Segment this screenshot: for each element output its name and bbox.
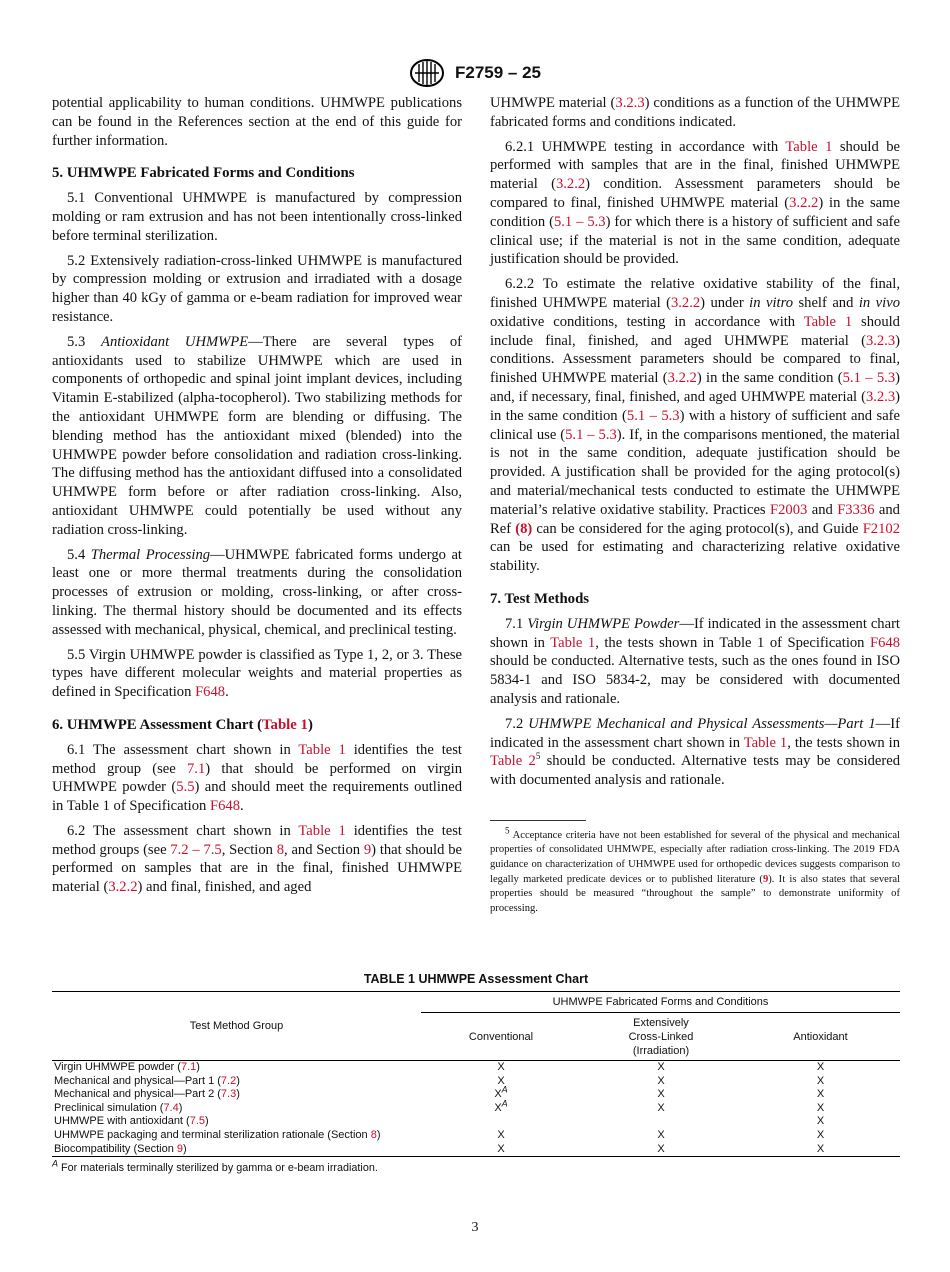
header-fabricated-forms: UHMWPE Fabricated Forms and Conditions xyxy=(421,992,900,1013)
table-row xyxy=(52,1129,900,1143)
cell-antioxidant: X xyxy=(816,1142,825,1155)
table-row xyxy=(52,1115,900,1129)
paragraph-6-2-1: 6.2.1 UHMWPE testing in accordance with Table 1 should be performed with samples that are in the final, finished UHMWPE material (3.2.2) condition. Assessment parameters should be compared to final, finished UHMWPE material (3.2.2) in the same condition (5.1 – 5.3) for which there is a history of sufficient and safe clinical use; if the material is not in the same condition, adequate justification should be provided. xyxy=(490,138,901,268)
link-3-2-2[interactable]: 3.2.2 xyxy=(789,194,819,211)
right-column xyxy=(490,94,900,922)
link-3-2-2[interactable]: 3.2.2 xyxy=(667,370,697,387)
link-table-1[interactable]: Table 1 xyxy=(298,741,346,758)
cell-cross-linked: X xyxy=(657,1101,665,1114)
cell-cross-linked: X xyxy=(657,1142,665,1155)
link-f648[interactable]: F648 xyxy=(209,798,240,815)
row-label: Preclinical simulation (7.4) xyxy=(54,1101,183,1114)
paragraph-5-5: 5.5 Virgin UHMWPE powder is classified as Type 1, 2, or 3. These types have different molecular weights and material properties as defined in Specification F648. xyxy=(52,646,462,701)
page-number: 3 xyxy=(471,1220,479,1235)
link-f2102[interactable]: F2102 xyxy=(862,520,900,537)
table-row xyxy=(52,1075,900,1089)
cell-antioxidant: X xyxy=(816,1128,825,1141)
left-column xyxy=(52,94,462,903)
row-section-link[interactable]: 9 xyxy=(176,1142,184,1155)
row-label: UHMWPE with antioxidant (7.5) xyxy=(54,1115,209,1128)
cell-antioxidant: X xyxy=(816,1088,825,1101)
cell-antioxidant: X xyxy=(816,1115,825,1128)
row-label: Mechanical and physical—Part 1 (7.2) xyxy=(54,1074,240,1087)
cell-antioxidant: X xyxy=(816,1101,825,1114)
link-f648[interactable]: F648 xyxy=(195,684,226,701)
row-label: Virgin UHMWPE powder (7.1) xyxy=(54,1061,200,1073)
row-section-link[interactable]: 7.1 xyxy=(180,1061,197,1073)
link-3-2-2[interactable]: 3.2.2 xyxy=(670,294,701,311)
document-code: F2759 – 25 xyxy=(454,63,541,82)
paragraph-6-2: 6.2 The assessment chart shown in Table 1 identifies the test method groups (see 7.2 – 7.5, Section 8, and Section 9) that should be performed on samples that are in the final, finished UHMWPE material (3.2.2) and final, finished, and aged xyxy=(52,822,462,896)
cell-cross-linked: X xyxy=(657,1074,665,1087)
continued-paragraph: UHMWPE material (3.2.3) conditions as a function of the UHMWPE fabricated forms and conditions indicated. xyxy=(490,95,900,130)
link-table-1[interactable]: Table 1 xyxy=(785,138,833,155)
paragraph-5-4: 5.4 Thermal Processing—UHMWPE fabricated forms undergo at least one or more thermal treatments during the consolidation processes of extrusion or molding, cross-linking, or after cross-linking. The thermal history should be documented and its effects assessed with mechanical, physical, chemical, and preclinical testing. xyxy=(52,546,462,638)
cell-conventional: X xyxy=(497,1142,505,1155)
cell-conventional: X xyxy=(497,1074,505,1087)
cell-conventional: X xyxy=(497,1061,505,1073)
link-5-5[interactable]: 5.5 xyxy=(176,779,195,796)
link-3-2-3[interactable]: 3.2.3 xyxy=(615,95,645,111)
header-conventional: Conventional xyxy=(468,1031,534,1043)
row-section-link[interactable]: 7.4 xyxy=(163,1101,179,1114)
link-table-1[interactable]: Table 1 xyxy=(550,634,596,651)
row-label: UHMWPE packaging and terminal sterilization rationale (Section 8) xyxy=(54,1128,381,1141)
link-3-2-2[interactable]: 3.2.2 xyxy=(555,176,586,193)
paragraph-5-3: 5.3 Antioxidant UHMWPE—There are several types of antioxidants used to stabilize UHMWPE which are used in components of orthopedic and spinal joint implant devices, including Vitamin E-stabilized (alpha-tocopherol). Two stabilizing methods for the antioxidant UHMWPE form are blending or diffusing. The blending method has the antioxidant mixed (blended) into the UHMWPE powder before consolidation and radiation cross-linking. The diffusing method has the antioxidant diffused into a consolidated UHMWPE form before or after radiation cross-linking. Also, antioxidant UHMWPE could potentially be used without any radiation cross-linking. xyxy=(52,333,462,538)
table-footnote: $^A$ For materials terminally sterilized by gamma or e-beam irradiation. xyxy=(52,1158,378,1175)
cell-antioxidant: X xyxy=(816,1061,825,1073)
link-5-1-5-3[interactable]: 5.1 – 5.3 xyxy=(842,370,896,387)
header-antioxidant: Antioxidant xyxy=(793,1031,848,1043)
link-table-1[interactable]: Table 1 xyxy=(803,313,853,330)
header-extensively-cross-linked: Extensively Cross-Linked (Irradiation) xyxy=(628,1017,694,1057)
link-7-2-7-5[interactable]: 7.2 – 7.5 xyxy=(170,841,222,858)
cell-cross-linked: X xyxy=(657,1088,665,1101)
link-f3336[interactable]: F3336 xyxy=(837,501,875,518)
assessment-table xyxy=(52,991,900,1157)
intro-paragraph: potential applicability to human conditions. UHMWPE publications can be found in the References section at the end of this guide for further information. xyxy=(52,95,462,149)
link-3-2-2[interactable]: 3.2.2 xyxy=(108,879,138,896)
link-5-1-5-3[interactable]: 5.1 – 5.3 xyxy=(553,213,606,230)
link-table-1[interactable]: Table 1 xyxy=(262,716,308,733)
paragraph-6-1: 6.1 The assessment chart shown in Table 1 identifies the test method group (see 7.1) that should be performed on virgin UHMWPE powder (5.5) and should meet the requirements outlined in Table 1 of Specification F648. xyxy=(52,741,463,815)
link-3-2-3[interactable]: 3.2.3 xyxy=(865,332,896,349)
link-section-8[interactable]: 8 xyxy=(276,841,285,858)
link-table-1[interactable]: Table 1 xyxy=(298,822,346,839)
section-6-heading: 6. UHMWPE Assessment Chart (Table 1) xyxy=(52,716,313,733)
paragraph-5-1: 5.1 Conventional UHMWPE is manufactured by compression molding or ram extrusion and has not been intentionally cross-linked before terminal sterilization. xyxy=(52,190,462,244)
cell-antioxidant: X xyxy=(816,1074,825,1087)
row-section-link[interactable]: 7.5 xyxy=(189,1115,206,1128)
section-7-heading: 7. Test Methods xyxy=(490,590,590,607)
link-7-1[interactable]: 7.1 xyxy=(187,760,206,777)
table-row xyxy=(52,1143,900,1157)
cell-cross-linked: X xyxy=(657,1061,665,1073)
assessment-table-block xyxy=(52,972,900,1174)
link-3-2-3[interactable]: 3.2.3 xyxy=(865,388,896,405)
paragraph-5-2: 5.2 Extensively radiation-cross-linked UHMWPE is manufactured by compression molding or extrusion and irradiated with a dosage higher than 40 kGy of gamma or e-beam radiation for improved wear resistance. xyxy=(52,252,462,325)
link-ref-9[interactable]: 9 xyxy=(762,873,769,885)
link-f648[interactable]: F648 xyxy=(869,634,900,651)
cell-cross-linked xyxy=(581,1115,741,1129)
paragraph-7-2: 7.2 UHMWPE Mechanical and Physical Assessments—Part 1—If indicated in the assessment chart shown in Table 1, the tests shown in Table $2^5$ should be conducted. Alternative tests may be considered with documented analysis and rationale. xyxy=(490,715,900,789)
table-row xyxy=(52,1061,900,1075)
cell-conventional: X xyxy=(497,1128,505,1141)
cell-cross-linked: X xyxy=(657,1128,665,1141)
row-section-link[interactable]: 8 xyxy=(370,1128,377,1141)
header-test-method-group: Test Method Group xyxy=(52,992,421,1061)
link-f2003[interactable]: F2003 xyxy=(770,501,808,518)
cell-conventional: $X^A$ xyxy=(494,1098,508,1114)
link-table-2[interactable]: Table 2 xyxy=(490,753,536,770)
section-5-heading: 5. UHMWPE Fabricated Forms and Conditions xyxy=(52,165,355,182)
paragraph-6-2-2: 6.2.2 To estimate the relative oxidative stability of the final, finished UHMWPE material (3.2.2) under in vitro shelf and in vivo oxidative conditions, testing in accordance with Table 1 should include final, finished, and aged UHMWPE material (3.2.3) conditions. Assessment parameters should be compared to final, finished UHMWPE material (3.2.2) in the same condition (5.1 – 5.3) and, if necessary, final, finished, and aged UHMWPE material (3.2.3) in the same condition (5.1 – 5.3) with a history of sufficient and safe clinical use (5.1 – 5.3). If, in the comparisons mentioned, the material is not in the same condition, adequate justification should be provided. A justification shall be provided for the aging protocol(s) and material/mechanical tests conducted to estimate the UHMWPE material’s relative oxidative stability. Practices F2003 and F3336 and Ref (8) can be considered for the aging protocol(s), and Guide F2102 can be used for estimating and characterizing relative oxidative stability. xyxy=(490,276,901,575)
page-header xyxy=(0,58,950,88)
table-row xyxy=(52,1088,900,1102)
cell-conventional: $X^A$ xyxy=(494,1084,508,1101)
link-table-1[interactable]: Table 1 xyxy=(743,734,788,751)
footnote-divider xyxy=(490,820,586,821)
link-5-1-5-3[interactable]: 5.1 – 5.3 xyxy=(565,426,617,443)
row-label: Mechanical and physical—Part 2 (7.3) xyxy=(54,1088,240,1101)
footnote-5: $^5$ Acceptance criteria have not been established for several of the physical and mechanical properties of consolidated UHMWPE, especially after radiation cross-linking. The 2019 FDA guidance on characterization of UHMWPE used for orthopedic devices suggests comparison to legally marketed predicate devices or to published literature (9). It is also states that several properties should be measured “throughout the sample” to demonstrate uniformity of processing. xyxy=(490,825,900,914)
astm-logo-icon xyxy=(409,58,445,88)
row-section-link[interactable]: 7.3 xyxy=(220,1088,237,1101)
table-row xyxy=(52,1102,900,1116)
row-label: Biocompatibility (Section 9) xyxy=(54,1142,187,1155)
link-section-9[interactable]: 9 xyxy=(363,841,372,858)
paragraph-7-1: 7.1 Virgin UHMWPE Powder—If indicated in the assessment chart shown in Table 1, the tests shown in Table 1 of Specification F648 should be conducted. Alternative tests, such as the ones found in ISO 5834-1 and ISO 5834-2, may be considered with documented analysis and rationale. xyxy=(490,615,900,707)
row-section-link[interactable]: 7.2 xyxy=(220,1074,237,1087)
link-5-1-5-3[interactable]: 5.1 – 5.3 xyxy=(626,407,680,424)
link-ref-8[interactable]: (8) xyxy=(515,520,533,537)
cell-conventional xyxy=(421,1115,581,1129)
table-title: TABLE 1 UHMWPE Assessment Chart xyxy=(363,972,589,986)
